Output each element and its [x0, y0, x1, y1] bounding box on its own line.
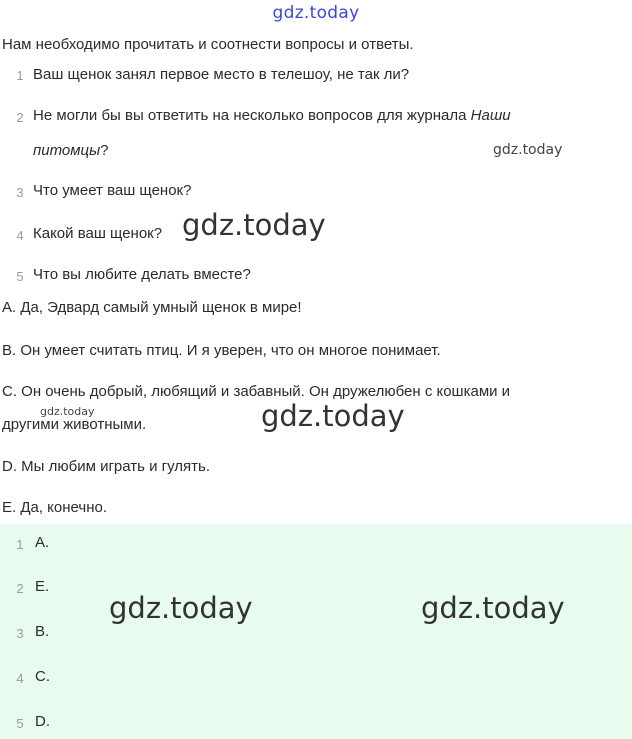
site-logo-watermark: gdz.today: [272, 3, 360, 23]
answer-key-panel: [0, 524, 632, 739]
watermark: gdz.today: [421, 591, 565, 625]
key-number: 4: [16, 671, 24, 686]
question-text: [33, 107, 511, 124]
key-answer: A.: [35, 534, 50, 551]
question-text: Какой ваш щенок?: [33, 225, 163, 242]
answer-option-continuation: другими животными.: [2, 416, 147, 433]
watermark: gdz.today: [261, 399, 405, 433]
key-number: 1: [16, 537, 24, 552]
answer-option: E. Да, конечно.: [2, 499, 107, 516]
question-mark: ?: [100, 142, 109, 159]
answer-option: D. Мы любим играть и гулять.: [2, 458, 211, 475]
magazine-title: Наши: [470, 107, 511, 124]
magazine-title: питомцы: [33, 142, 101, 159]
key-number: 2: [16, 581, 24, 596]
question-number: 2: [16, 110, 24, 125]
key-answer: D.: [35, 713, 50, 730]
watermark: gdz.today: [109, 591, 253, 625]
task-instruction: Нам необходимо прочитать и соотнести вопросы и ответы.: [2, 36, 414, 53]
question-text-continuation: [33, 142, 109, 159]
watermark: gdz.today: [493, 142, 563, 158]
answer-option: B. Он умеет считать птиц. И я уверен, что он многое понимает.: [2, 342, 441, 359]
question-text: Что умеет ваш щенок?: [33, 182, 192, 199]
answer-option: C. Он очень добрый, любящий и забавный. Он дружелюбен с кошками и: [2, 383, 511, 400]
question-number: 1: [16, 68, 24, 83]
question-text: Что вы любите делать вместе?: [33, 266, 251, 283]
question-text-part: Не могли бы вы ответить на несколько вопросов для журнала: [33, 107, 467, 124]
question-number: 3: [16, 185, 24, 200]
watermark: gdz.today: [182, 208, 326, 242]
key-answer: B.: [35, 623, 50, 640]
question-text: Ваш щенок занял первое место в телешоу, не так ли?: [33, 66, 410, 83]
key-answer: C.: [35, 668, 50, 685]
key-number: 3: [16, 626, 24, 641]
question-number: 5: [16, 269, 24, 284]
key-answer: E.: [35, 578, 50, 595]
answer-option: A. Да, Эдвард самый умный щенок в мире!: [2, 299, 302, 316]
watermark: gdz.today: [40, 405, 95, 418]
key-number: 5: [16, 716, 24, 731]
question-number: 4: [16, 228, 24, 243]
